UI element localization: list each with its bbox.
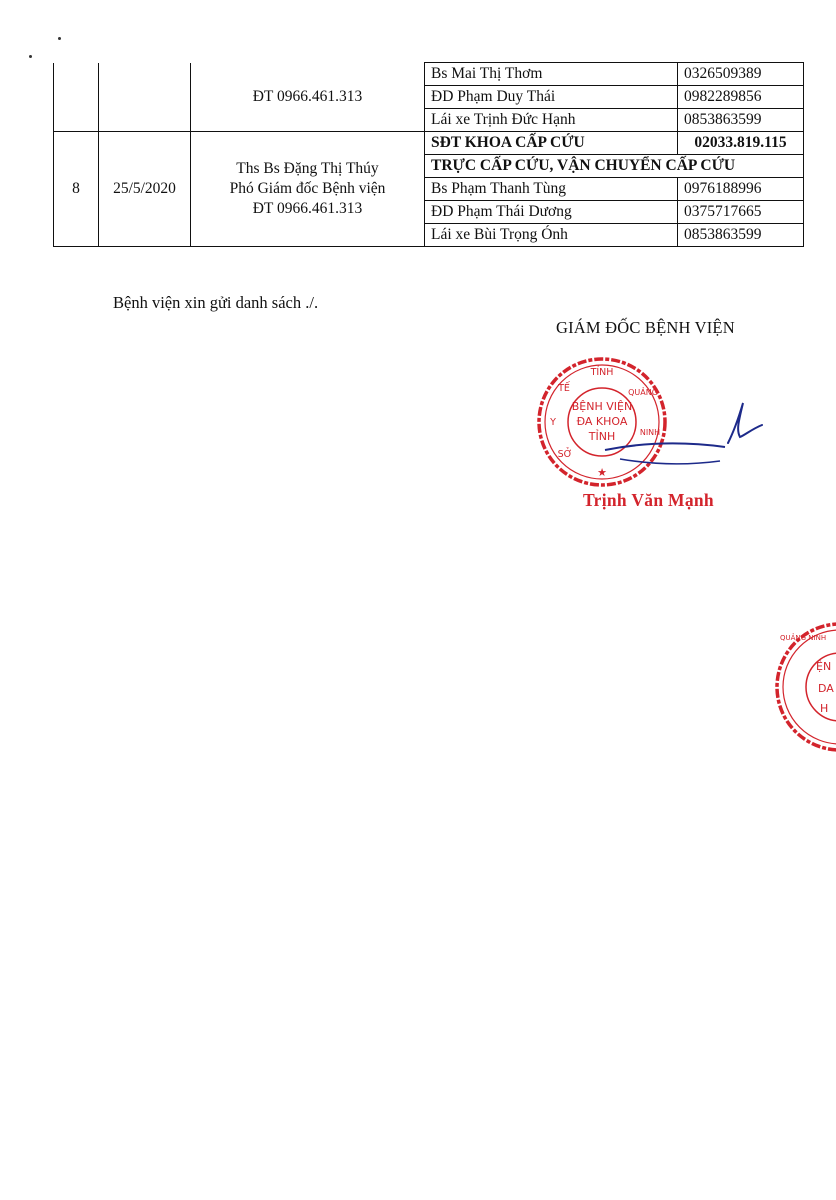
table-row xyxy=(54,132,804,155)
staff-phone: 0976188996 xyxy=(678,178,804,201)
leader-name: Ths Bs Đặng Thị Thúy xyxy=(236,160,379,177)
section-heading: TRỰC CẤP CỨU, VẬN CHUYỂN CẤP CỨU xyxy=(425,155,804,178)
staff-phone: 0326509389 xyxy=(678,63,804,86)
stamp-center-line: TỈNH xyxy=(588,430,616,443)
row-date-cell xyxy=(99,63,191,132)
staff-phone: 0375717665 xyxy=(678,201,804,224)
staff-name: ĐD Phạm Thái Dương xyxy=(425,201,678,224)
staff-name: Lái xe Bùi Trọng Ónh xyxy=(425,224,678,247)
staff-name: Bs Mai Thị Thơm xyxy=(425,63,678,86)
staff-phone: 0982289856 xyxy=(678,86,804,109)
stamp-ring-word: SỞ xyxy=(557,449,573,460)
stamp-ring-word: NINH xyxy=(639,428,661,437)
scan-speck xyxy=(29,55,32,58)
staff-name: ĐD Phạm Duy Thái xyxy=(425,86,678,109)
stamp-star-icon: ★ xyxy=(597,466,607,479)
scan-speck xyxy=(58,37,61,40)
leader-phone: ĐT 0966.461.313 xyxy=(252,200,363,217)
staff-name: Bs Phạm Thanh Tùng xyxy=(425,178,678,201)
closing-statement: Bệnh viện xin gửi danh sách ./. xyxy=(113,293,319,312)
partial-stamp-ring: QUẢNG NINH xyxy=(780,634,827,642)
leader-phone: ĐT 0966.461.313 xyxy=(252,87,363,105)
stamp-ring-word: QUẢNG xyxy=(628,388,658,397)
hotline-label: SĐT KHOA CẤP CỨU xyxy=(425,132,678,155)
row-number-cell: 8 xyxy=(54,132,99,247)
partial-stamp-line: DA xyxy=(818,682,834,695)
partial-stamp-line: ỆN xyxy=(816,660,832,673)
row-date-cell: 25/5/2020 xyxy=(99,132,191,247)
stamp-ring-word: Y xyxy=(550,417,556,428)
staff-phone: 0853863599 xyxy=(678,109,804,132)
stamp-center-line: BỆNH VIỆN xyxy=(571,400,633,413)
stamp-center-line: ĐA KHOA xyxy=(576,415,628,428)
hotline-phone: 02033.819.115 xyxy=(678,132,804,155)
stamp-ring-word: TỈNH xyxy=(590,367,614,378)
stamp-ring-word: TẾ xyxy=(558,383,570,394)
row-number-cell xyxy=(54,63,99,132)
handwritten-signature xyxy=(600,395,770,480)
signatory-title: GIÁM ĐỐC BỆNH VIỆN xyxy=(556,318,735,337)
leader-title: Phó Giám đốc Bệnh viện xyxy=(229,180,386,197)
leader-cell xyxy=(191,63,425,132)
partial-stamp-line: H xyxy=(820,702,829,715)
duty-roster-table xyxy=(53,62,804,247)
leader-cell xyxy=(191,132,425,247)
partial-stamp xyxy=(750,620,836,755)
table-row xyxy=(54,63,804,86)
staff-name: Lái xe Trịnh Đức Hạnh xyxy=(425,109,678,132)
staff-phone: 0853863599 xyxy=(678,224,804,247)
signatory-name: Trịnh Văn Mạnh xyxy=(583,490,714,510)
